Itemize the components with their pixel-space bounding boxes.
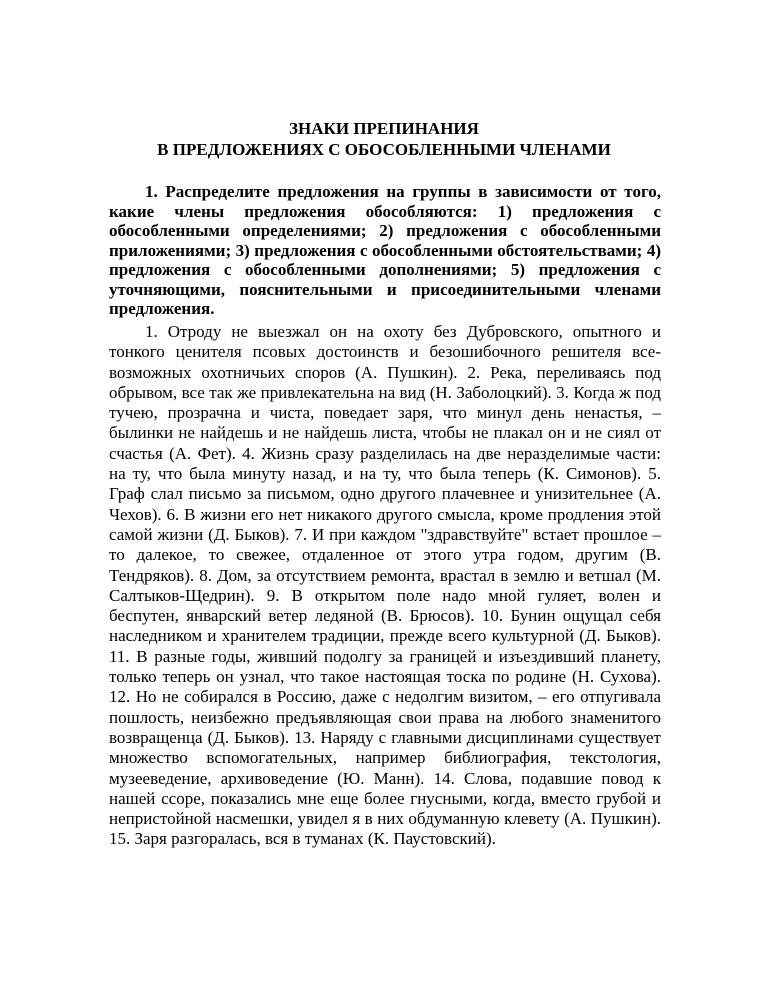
heading-line-1: ЗНАКИ ПРЕПИНАНИЯ (289, 119, 479, 138)
task-instruction: 1. Распределите предложения на группы в зависимости от того, какие члены предложения обособляются: 1) предложения с обособленными определениями; 2) предложения с обособленными приложениями; 3) предложения с обособленными обстоятельствами; 4) предложения с обособленными дополнениями; 5) предложения с уточняющими, пояснительными и присоединительными членами предложения. (109, 182, 661, 318)
heading-line-2: В ПРЕДЛОЖЕНИЯХ С ОБОСОБЛЕННЫМИ ЧЛЕНАМИ (157, 140, 611, 159)
exercise-sentences: 1. Отроду не выезжал он на охоту без Дубровского, опытного и тонкого ценителя псовых достоинств и безошибочного решителя всевозможных охотничьих споров (А. Пушкин). 2. Река, переливаясь под обрывом, все так же привлекательна на вид (Н. Заболоцкий). 3. Когда ж под тучею, прозрачна и чиста, поведает заря, что минул день ненастья, – былинки не найдешь и не найдешь листа, чтобы не плакал он и не сиял от счастья (А. Фет). 4. Жизнь сразу разделилась на две неразделимые части: на ту, что была минуту назад, и на ту, что была теперь (К. Симонов). 5. Граф слал письмо за письмом, одно другого плачевнее и унизительнее (А. Чехов). 6. В жизни его нет никакого другого смысла, кроме продления этой самой жизни (Д. Быков). 7. И при каждом "здравствуйте" встает прошлое – то далекое, то свежее, отдаленное от этого утра годом, другим (В. Тендряков). 8. Дом, за отсутствием ремонта, врастал в землю и ветшал (М. Салтыков-Щедрин). 9. В открытом поле надо мной гуляет, волен и беспутен, январский ветер ледяной (В. Брюсов). 10. Бунин ощущал себя наследником и хранителем традиции, прежде всего культурной (Д. Быков). 11. В разные годы, живший подолгу за границей и изъездивший планету, только теперь он узнал, что такое настоящая тоска по родине (Н. Сухова). 12. Но не собирался в Россию, даже с недолгим визитом, – его отпугивала пошлость, неизбежно предъявляющая свои права на любого знаменитого возвращенца (Д. Быков). 13. Наряду с главными дисциплинами существует множество вспомогательных, например библиография, текстология, музееведение, архивоведение (Ю. Манн). 14. Слова, подавшие повод к нашей ссоре, показались мне еще более гнусными, когда, вместо грубой и непристойной насмешки, увидел я в них обдуманную клевету (А. Пушкин). 15. Заря разгоралась, вся в туманах (К. Паустовский). (109, 322, 661, 849)
